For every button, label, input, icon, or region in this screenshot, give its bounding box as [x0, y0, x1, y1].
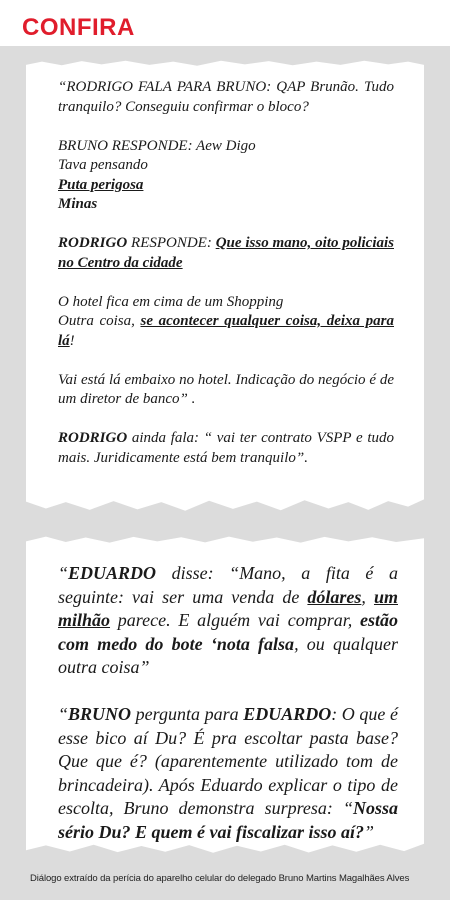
dialog-block-1: “RODRIGO FALA PARA BRUNO: QAP Brunão. Tudo tranquilo? Conseguiu confirmar o bloco?: [58, 79, 394, 115]
speaker-name: RODRIGO: [58, 430, 128, 446]
text-segment: Outra coisa,: [58, 313, 141, 329]
dialog-block-3: [58, 234, 394, 273]
text-segment: , ou qualquer outra coisa”: [58, 633, 398, 677]
speech-verb: disse: [156, 563, 208, 583]
emphasis-dolares: dólares: [307, 586, 362, 607]
page-title: CONFIRA: [22, 14, 135, 41]
speaker-name: RODRIGO: [58, 235, 128, 251]
dialog-line-emphasis: Minas: [58, 196, 98, 212]
dialog-block-2: [58, 137, 394, 215]
header-bar: [0, 0, 450, 46]
quote-mark: ”: [364, 821, 375, 842]
photo-caption: Diálogo extraído da perícia do aparelho celular do delegado Bruno Martins Magalhães Alves: [30, 873, 410, 884]
card-1-text: [58, 78, 394, 488]
quote-mark: “: [58, 563, 69, 583]
quoted-speech: Que isso mano, oito policiais no Centro da cidade: [58, 235, 394, 271]
dialog-line: [58, 312, 394, 351]
dialog-block-eduardo: [58, 562, 398, 680]
dialog-line: BRUNO RESPONDE: Aew Digo: [58, 137, 256, 154]
text-segment: parece. E alguém vai comprar,: [110, 610, 360, 630]
dialog-line: O hotel fica em cima de um Shopping: [58, 293, 284, 310]
quoted-speech: se acontecer qualquer coisa, deixa para lá: [58, 313, 394, 349]
emphasis-surprise: Nossa sério Du? E quem é vai fiscalizar isso aí?: [58, 798, 398, 842]
dialog-block-5: Vai está lá embaixo no hotel. Indicação do negócio é de um diretor de banco” .: [58, 371, 394, 407]
speech-verb: RESPONDE:: [127, 235, 216, 251]
dialog-line: Tava pensando: [58, 157, 148, 173]
speaker-name: EDUARDO: [243, 704, 332, 724]
dialog-block-4: [58, 293, 394, 352]
quote-mark: “: [58, 704, 69, 724]
text-segment: pergunta para: [131, 704, 244, 724]
speaker-name: BRUNO: [68, 704, 132, 724]
text-segment: !: [69, 332, 75, 349]
dialog-block-6: [58, 429, 394, 468]
dialog-line-emphasis: Puta perigosa: [58, 176, 144, 193]
text-segment: ,: [361, 586, 374, 607]
dialog-block-bruno: [58, 703, 398, 844]
emphasis-um-milhao: um milhão: [58, 586, 398, 630]
text-segment: : “Mano, a fita é a seguinte: vai ser uma venda de: [58, 563, 398, 607]
card-2-text: [58, 562, 398, 868]
speaker-name: EDUARDO: [68, 563, 157, 583]
text-segment: : O que é esse bico aí Du? É pra escoltar pasta base? Que que é? (aparentemente utilizado tom de brincadeira). Após Eduardo explicar o tipo de escolta, Bruno demonstra surpresa: “: [58, 704, 398, 818]
text-segment: ainda fala: “ vai ter contrato VSPP e tudo mais. Juridicamente está bem tranquilo”.: [58, 430, 394, 466]
emphasis-bote: estão com medo do bote ‘nota falsa: [58, 610, 398, 654]
